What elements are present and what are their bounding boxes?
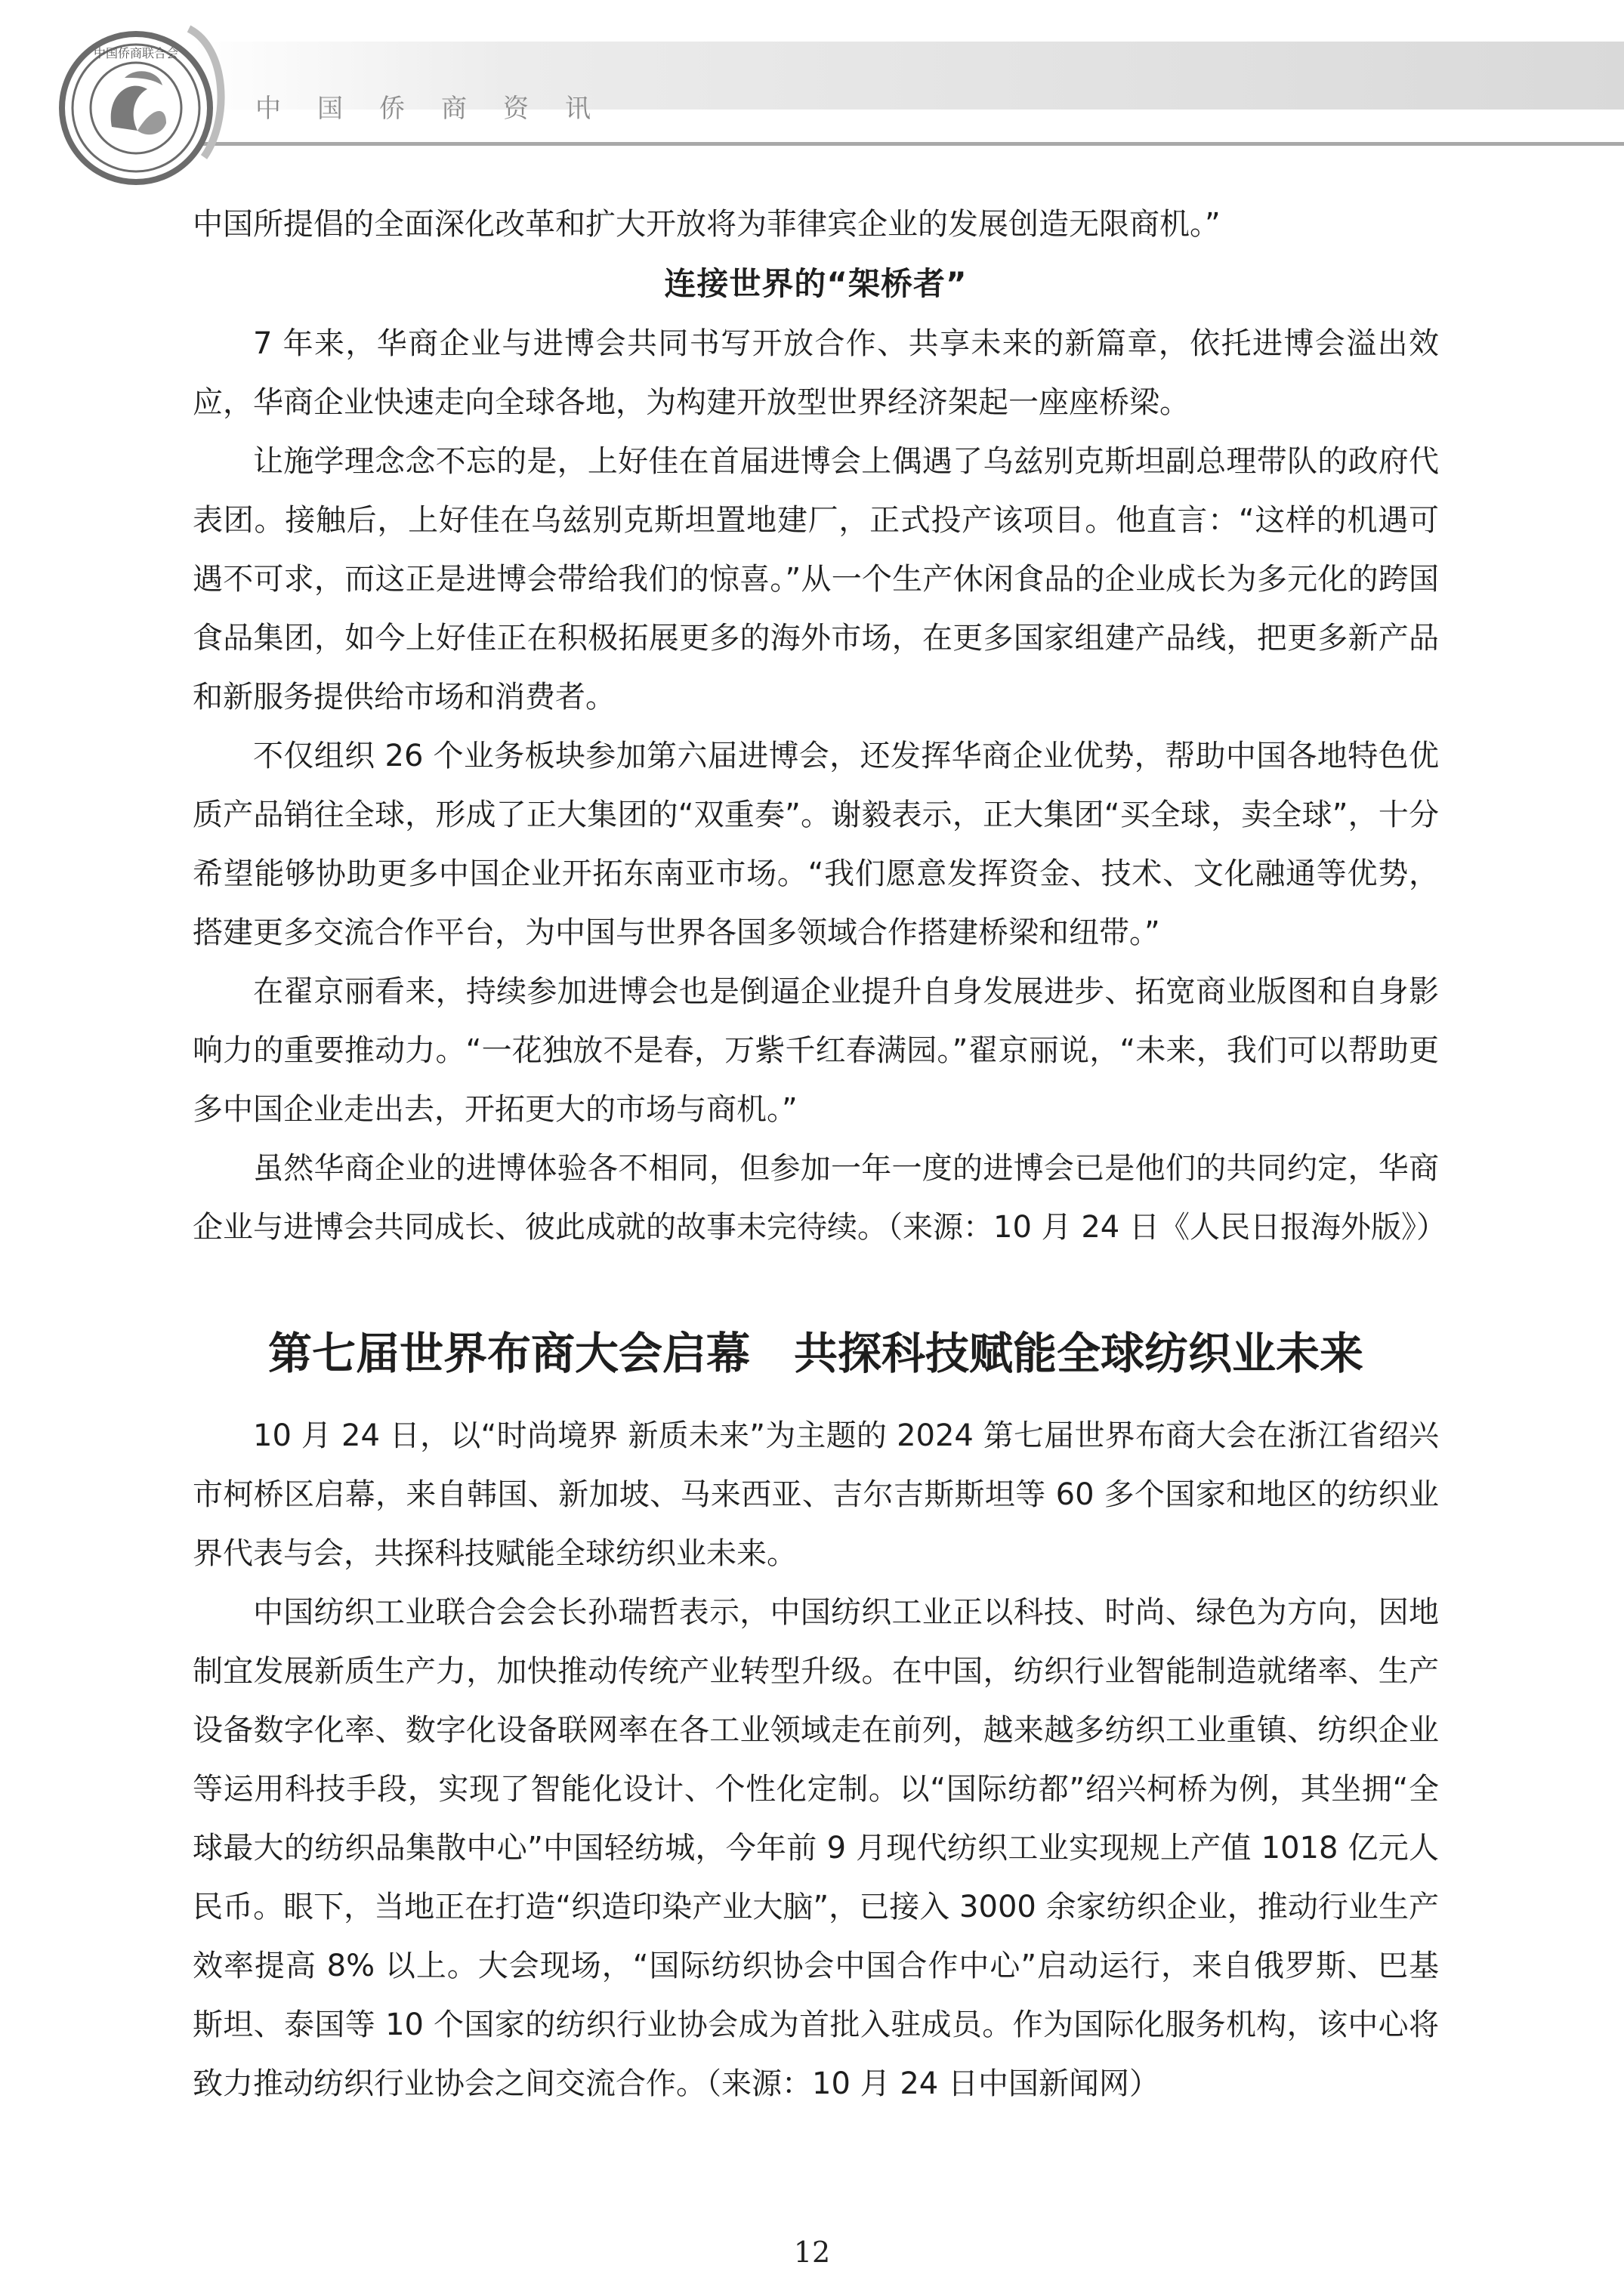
article1-paragraph: 在翟京丽看来，持续参加进博会也是倒逼企业提升自身发展进步、拓宽商业版图和自身影响力的重要推动力。“一花独放不是春，万紫千红春满园。”翟京丽说，“未来，我们可以帮助更多中国企业走出去，开拓更大的市场与商机。” — [193, 974, 1439, 1127]
article2-title: 第七届世界布商大会启幕 共探科技赋能全球纺织业未来 — [267, 1328, 1363, 1379]
org-seal-logo — [53, 6, 234, 187]
running-header: 中国侨商资讯 — [255, 94, 627, 124]
article1-paragraph: 虽然华商企业的进博体验各不相同，但参加一年一度的进博会已是他们的共同约定，华商企业与进博会共同成长、彼此成就的故事未完待续。（来源：10 月 24 日《人民日报海外版》） — [193, 1151, 1446, 1245]
title-spacer — [193, 1391, 1439, 1406]
article1-lead-paragraph: 中国所提倡的全面深化改革和扩大开放将为菲律宾企业的发展创造无限商机。” — [193, 207, 1221, 242]
article2-paragraph: 中国纺织工业联合会会长孙瑞哲表示，中国纺织工业正以科技、时尚、绿色为方向，因地制宜发展新质生产力，加快推动传统产业转型升级。在中国，纺织行业智能制造就绪率、生产设备数字化率、数字化设备联网率在各工业领域走在前列，越来越多纺织工业重镇、纺织企业等运用科技手段，实现了智能化设计、个性化定制。以“国际纺都”绍兴柯桥为例，其坐拥“全球最大的纺织品集散中心”中国轻纺城，今年前 9 月现代纺织工业实现规上产值 1018 亿元人民币。眼下，当地正在打造“织造印染产业大脑”，已接入 3000 余家纺织企业，推动行业生产效率提高 8% 以上。大会现场，“国际纺织协会中国合作中心”启动运行，来自俄罗斯、巴基斯坦、泰国等 10 个国家的纺织行业协会成为首批入驻成员。作为国际化服务机构，该中心将致力推动纺织行业协会之间交流合作。（来源：10 月 24 日中国新闻网） — [193, 1595, 1439, 2101]
header-rule — [193, 142, 1624, 146]
article1-paragraph: 7 年来，华商企业与进博会共同书写开放合作、共享未来的新篇章，依托进博会溢出效应，华商企业快速走向全球各地，为构建开放型世界经济架起一座座桥梁。 — [193, 326, 1439, 420]
page-number: 12 — [793, 2236, 831, 2269]
article1-subhead: 连接世界的“架桥者” — [664, 265, 968, 302]
page-body — [193, 195, 1446, 2113]
article1-paragraph: 不仅组织 26 个业务板块参加第六届进博会，还发挥华商企业优势，帮助中国各地特色优质产品销往全球，形成了正大集团的“双重奏”。谢毅表示，正大集团“买全球，卖全球”，十分希望能够协助更多中国企业开拓东南亚市场。“我们愿意发挥资金、技术、文化融通等优势，搭建更多交流合作平台，为中国与世界各国多领域合作搭建桥梁和纽带。” — [193, 739, 1439, 950]
article2-paragraph: 10 月 24 日，以“时尚境界 新质未来”为主题的 2024 第七届世界布商大会在浙江省绍兴市柯桥区启幕，来自韩国、新加坡、马来西亚、吉尔吉斯斯坦等 60 多个国家和地区的纺织业界代表与会，共探科技赋能全球纺织业未来。 — [193, 1418, 1439, 1571]
article-spacer — [193, 1257, 1439, 1316]
article1-paragraph: 让施学理念念不忘的是，上好佳在首届进博会上偶遇了乌兹别克斯坦副总理带队的政府代表团。接触后，上好佳在乌兹别克斯坦置地建厂，正式投产该项目。他直言：“这样的机遇可遇不可求，而这正是进博会带给我们的惊喜。”从一个生产休闲食品的企业成长为多元化的跨国食品集团，如今上好佳正在积极拓展更多的海外市场，在更多国家组建产品线，把更多新产品和新服务提供给市场和消费者。 — [193, 444, 1439, 714]
logo-lettering: 中国侨商联合会 — [93, 46, 179, 60]
